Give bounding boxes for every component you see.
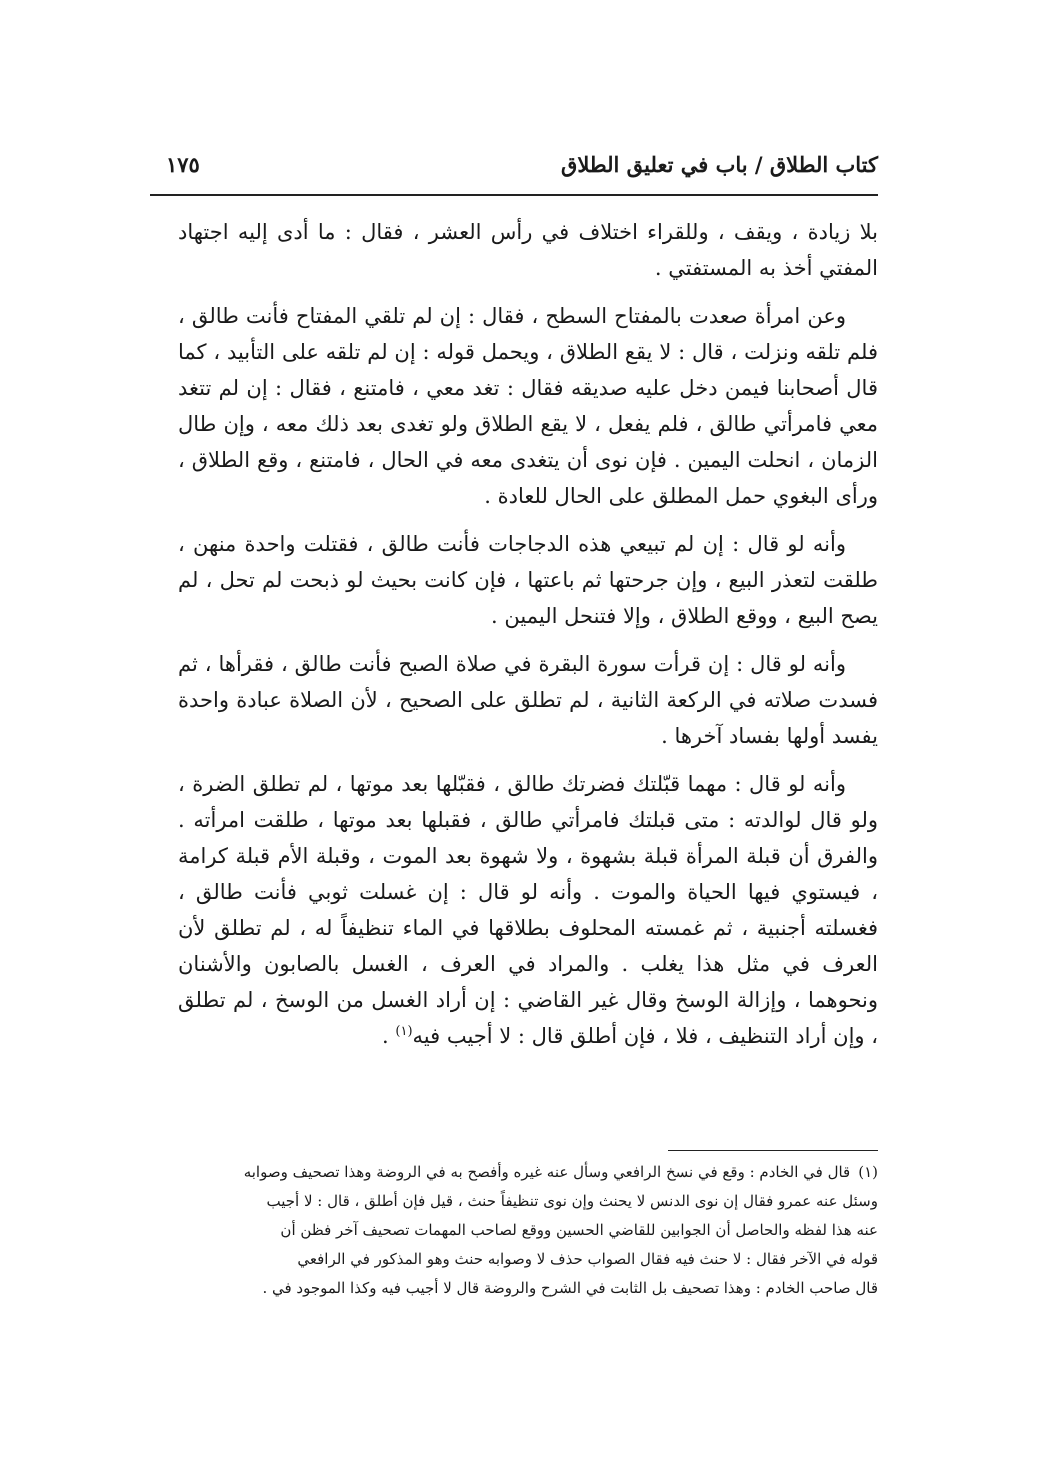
footnote-number: (١) [858, 1163, 878, 1181]
footnote-rule [668, 1150, 878, 1151]
paragraph-with-footnote [178, 766, 878, 1054]
paragraph: وأنه لو قال : إن لم تبيعي هذه الدجاجات فأنت طالق ، فقتلت واحدة منهن ، طلقت لتعذر البيع ، وإن جرحتها ثم باعتها ، فإن كانت بحيث لو ذبحت لم تحل ، لم يصح البيع ، ووقع الطلاق ، وإلا فتنحل اليمين . [178, 532, 878, 628]
running-header [150, 148, 878, 188]
footnote-line: قال صاحب الخادم : وهذا تصحيف بل الثابت في الشرح والروضة قال لا أجيب فيه وكذا الموجود في . [262, 1279, 878, 1297]
paragraph-text: وأنه لو قال : مهما قبّلتك فضرتك طالق ، فقبّلها بعد موتها ، لم تطلق الضرة ، ولو قال لوالدته : متى قبلتك فامرأتي طالق ، فقبلها بعد موتها ، طلقت امرأته . والفرق أن قبلة المرأة قبلة بشهوة ، ولا شهوة بعد الموت ، وقبلة الأم قبلة كرامة ، فيستوي فيها الحياة والموت . وأنه لو قال : إن غسلت ثوبي فأنت طالق ، فغسلته أجنبية ، ثم غمسته المحلوف بطلاقها في الماء تنظيفاً له ، لم تطلق لأن العرف في مثل هذا يغلب . والمراد في العرف ، الغسل بالصابون والأشنان ونحوهما ، وإزالة الوسخ وقال غير القاضي : إن أراد الغسل من الوسخ ، لم تطلق ، وإن أراد التنظيف ، فلا ، فإن أطلق قال : لا أجيب فيه [178, 772, 878, 1048]
chapter-title: كتاب الطلاق / باب في تعليق الطلاق [561, 152, 878, 177]
footnote-line: قوله في الآخر فقال : لا حنث فيه فقال الصواب حذف لا وصوابه حنث وهو المذكور في الرافعي [297, 1250, 878, 1268]
header-rule [150, 194, 878, 196]
footnote-line: عنه هذا لفظه والحاصل أن الجوابين للقاضي الحسين ووقع لصاحب المهمات تصحيف آخر فظن أن [280, 1221, 878, 1239]
main-text [178, 214, 878, 1066]
paragraph: وعن امرأة صعدت بالمفتاح السطح ، فقال : إن لم تلقي المفتاح فأنت طالق ، فلم تلقه ونزلت ، قال : لا يقع الطلاق ، ويحمل قوله : إن لم تلقه على التأبيد ، كما قال أصحابنا فيمن دخل عليه صديقه فقال : تغد معي ، فامتنع ، فقال : إن لم تتغد معي فامرأتي طالق ، فلم يفعل ، لا يقع الطلاق ولو تغدى بعد ذلك معه ، وإن طال الزمان ، انحلت اليمين . فإن نوى أن يتغدى معه في الحال ، فامتنع ، وقع الطلاق ، ورأى البغوي حمل المطلق على الحال للعادة . [178, 304, 878, 508]
footnote-line: وسئل عنه عمرو فقال إن نوى الدنس لا يحنث وإن نوى تنظيفاً حنث ، قيل فإن أطلق ، قال : لا أجيب [266, 1192, 878, 1210]
sentence-end: . [382, 1024, 396, 1048]
footnote-marker: (١) [395, 1024, 413, 1039]
footnote-line [178, 1158, 878, 1187]
paragraph: وأنه لو قال : إن قرأت سورة البقرة في صلاة الصبح فأنت طالق ، فقرأها ، ثم فسدت صلاته في الركعة الثانية ، لم تطلق على الصحيح ، لأن الصلاة عبادة واحدة يفسد أولها بفساد آخرها . [178, 652, 878, 748]
footnote-text: قال في الخادم : وقع في نسخ الرافعي وسأل عنه غيره وأفصح به في الروضة وهذا تصحيف وصوابه [243, 1163, 851, 1181]
page-number: ١٧٥ [166, 152, 200, 177]
paragraph: بلا زيادة ، ويقف ، وللقراء اختلاف في رأس العشر ، فقال : ما أدى إليه اجتهاد المفتي أخذ به المستفتي . [178, 220, 878, 280]
footnotes [178, 1158, 878, 1303]
